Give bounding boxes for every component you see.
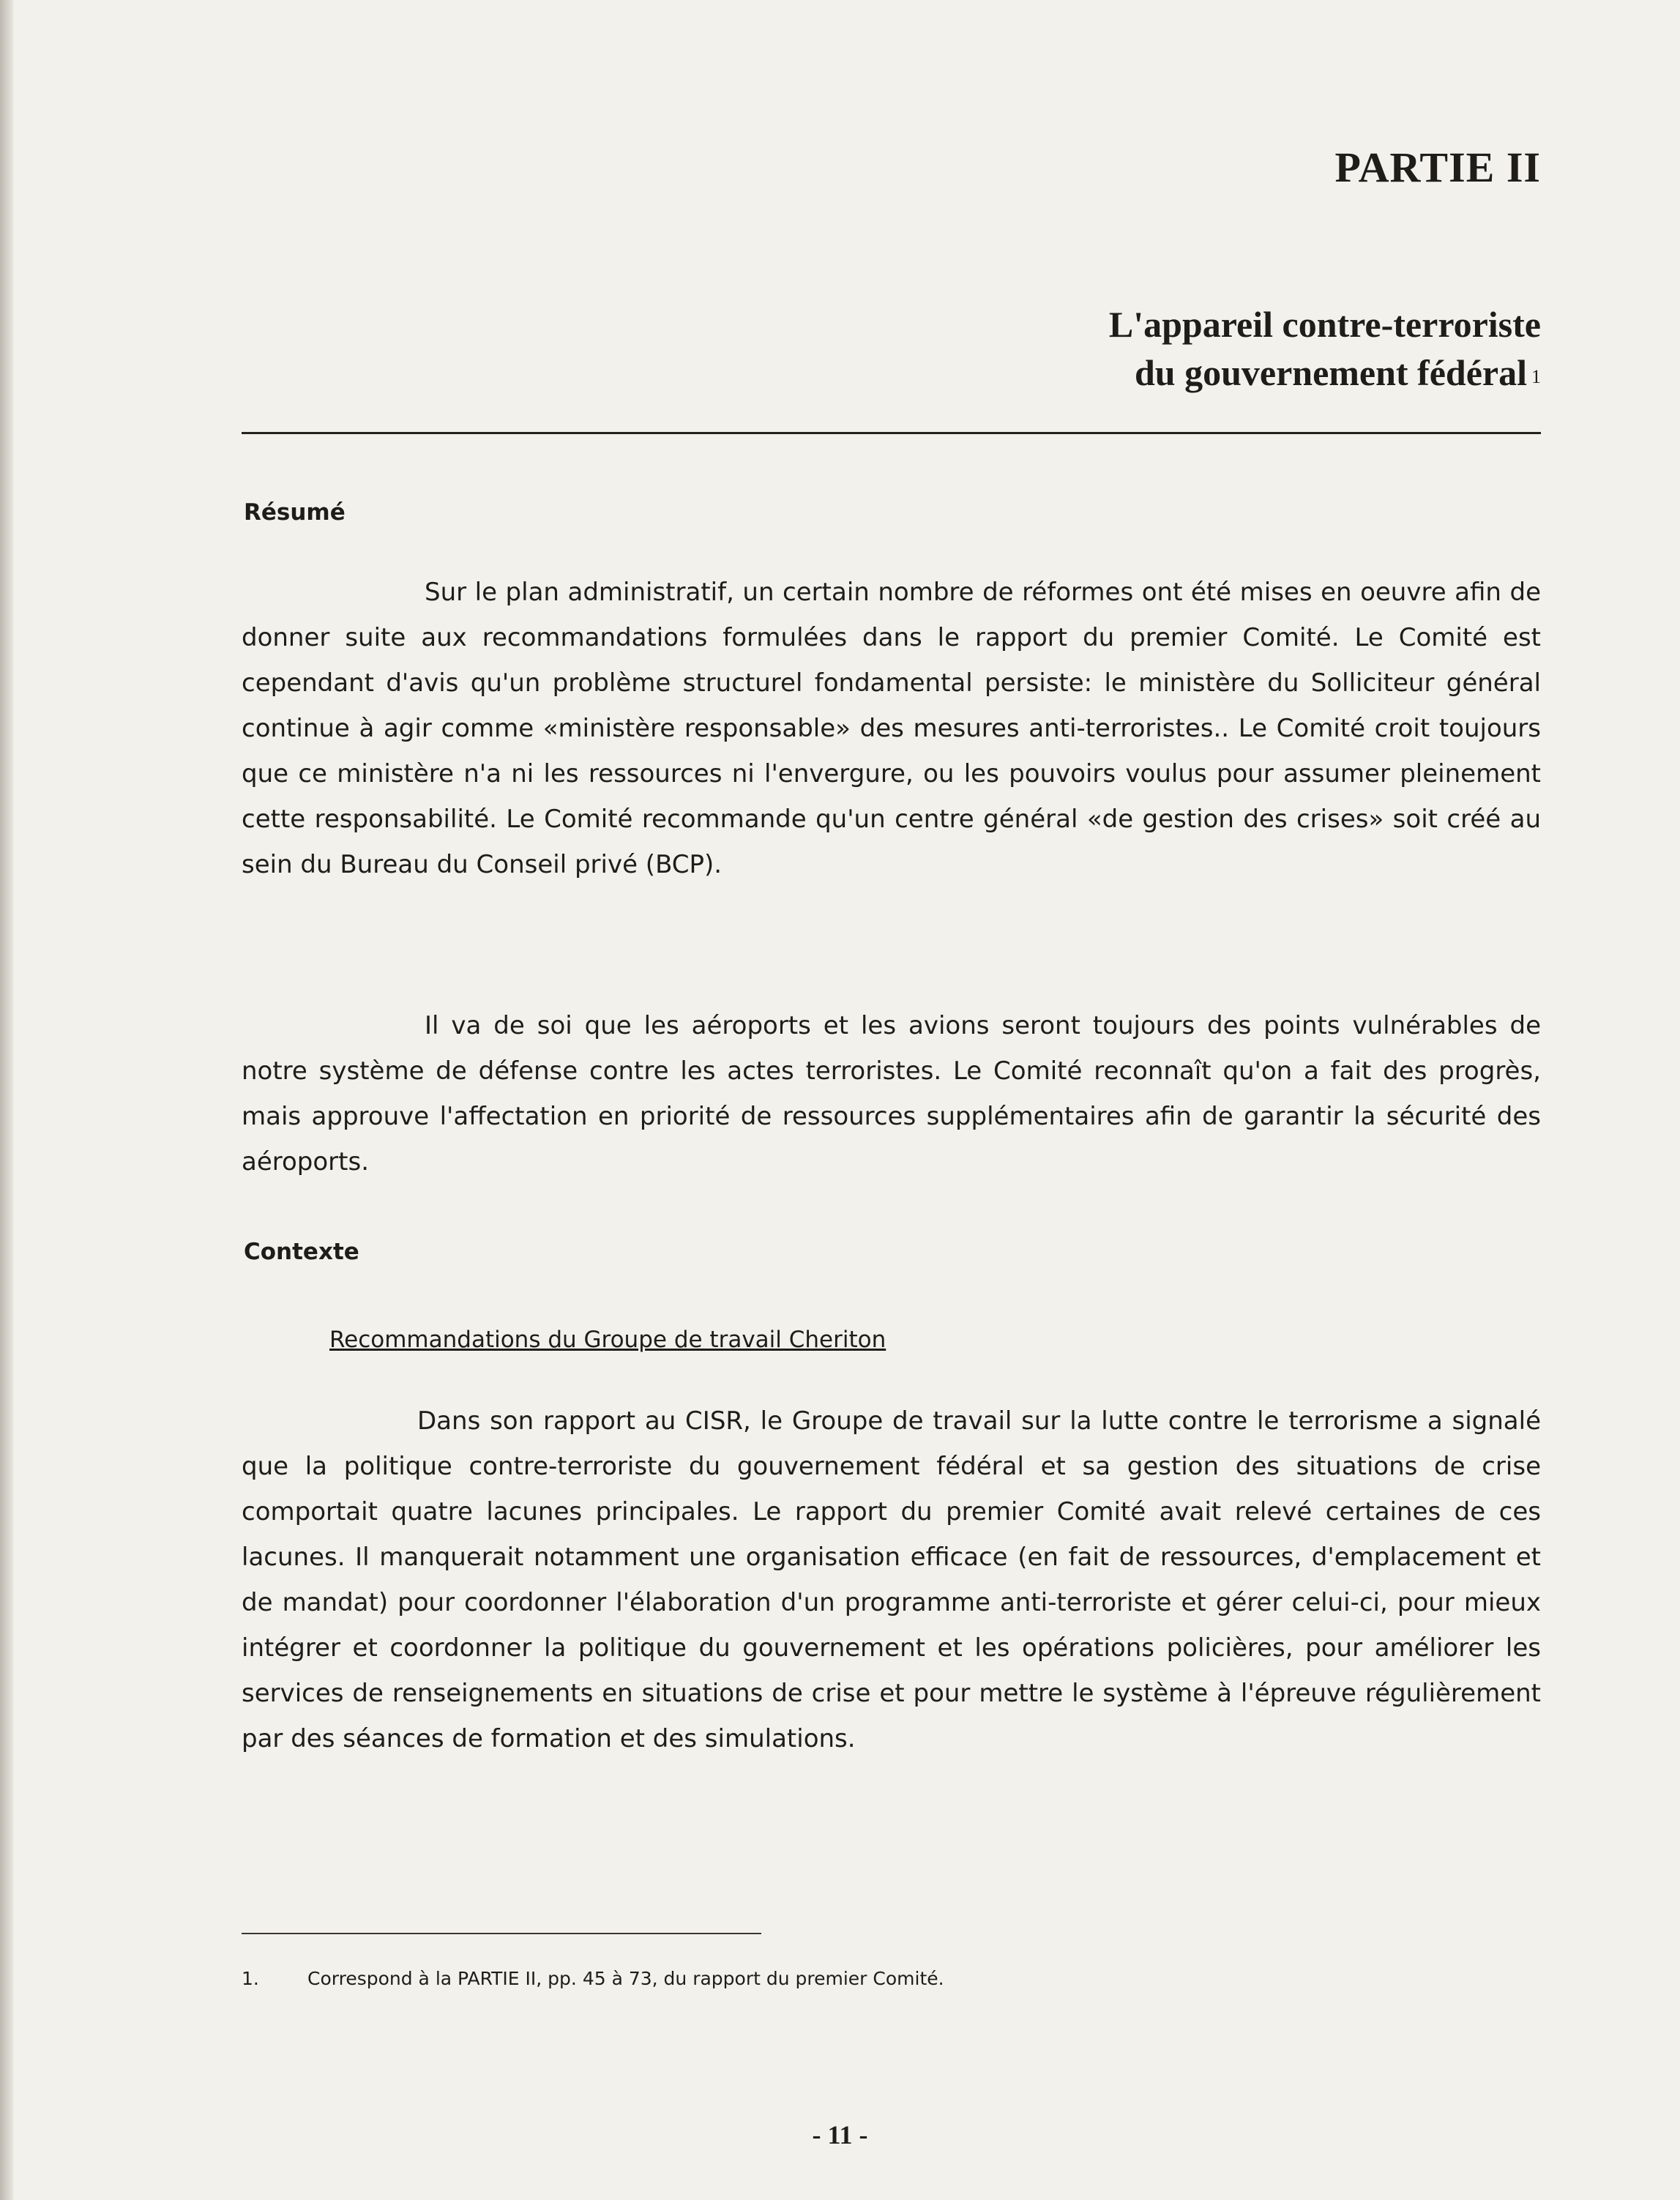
footnote-number: 1.: [242, 1968, 259, 1989]
title-rule: [242, 432, 1541, 434]
page-title: [1109, 300, 1541, 397]
resume-paragraph-2-text: Il va de soi que les aéroports et les avions seront toujours des points vulnérables de notre système de défense contre les actes terroristes. Le Comité reconnaît qu'on a fait des progrès, mais approuve l'affectation en priorité de ressources supplémentaires afin de garantir la sécurité des aéroports.: [242, 1011, 1541, 1177]
contexte-paragraph-1: [242, 1398, 1541, 1761]
title-line-1: L'appareil contre-terroriste: [1108, 304, 1541, 345]
contexte-paragraph-1-text: Dans son rapport au CISR, le Groupe de travail sur la lutte contre le terrorisme a signalé que la politique contre-terroriste du gouvernement fédéral et sa gestion des situations de crise comportait quatre lacunes principales. Le rapport du premier Comité avait relevé certaines de ces lacunes. Il manquerait notamment une organisation efficace (en fait de ressources, d'emplacement et de mandat) pour coordonner l'élaboration d'un programme anti-terroriste et gérer celui-ci, pour mieux intégrer et coordonner la politique du gouvernement et les opérations policières, pour améliorer les services de renseignements en situations de crise et pour mettre le système à l'épreuve régulièrement par des séances de formation et des simulations.: [242, 1406, 1541, 1753]
contexte-heading: Contexte: [244, 1239, 359, 1265]
cheriton-subheading: Recommandations du Groupe de travail Cheriton: [329, 1327, 886, 1353]
footnote: [242, 1968, 944, 1989]
part-header: [1335, 143, 1541, 192]
resume-paragraph-1: [242, 570, 1541, 887]
part-label: PARTIE II: [1334, 143, 1541, 191]
page-number: - 11 -: [812, 2120, 868, 2149]
footnote-rule: [242, 1933, 761, 1934]
resume-heading: Résumé: [244, 499, 346, 526]
resume-paragraph-2: [242, 1003, 1541, 1185]
title-footnote-ref: 1: [1531, 366, 1541, 387]
footnote-text: Correspond à la PARTIE II, pp. 45 à 73, du rapport du premier Comité.: [307, 1968, 944, 1989]
resume-paragraph-1-text: Sur le plan administratif, un certain nombre de réformes ont été mises en oeuvre afin de donner suite aux recommandations formulées dans le rapport du premier Comité. Le Comité est cependant d'avis qu'un problème structurel fondamental persiste: le ministère du Solliciteur général continue à agir comme «ministère responsable» des mesures anti-terroristes.. Le Comité croit toujours que ce ministère n'a ni les ressources ni l'envergure, ou les pouvoirs voulus pour assumer pleinement cette responsabilité. Le Comité recommande qu'un centre général «de gestion des crises» soit créé au sein du Bureau du Conseil privé (BCP).: [242, 578, 1541, 879]
title-line-2: du gouvernement fédéral: [1134, 352, 1527, 393]
page-edge: [0, 0, 13, 2200]
